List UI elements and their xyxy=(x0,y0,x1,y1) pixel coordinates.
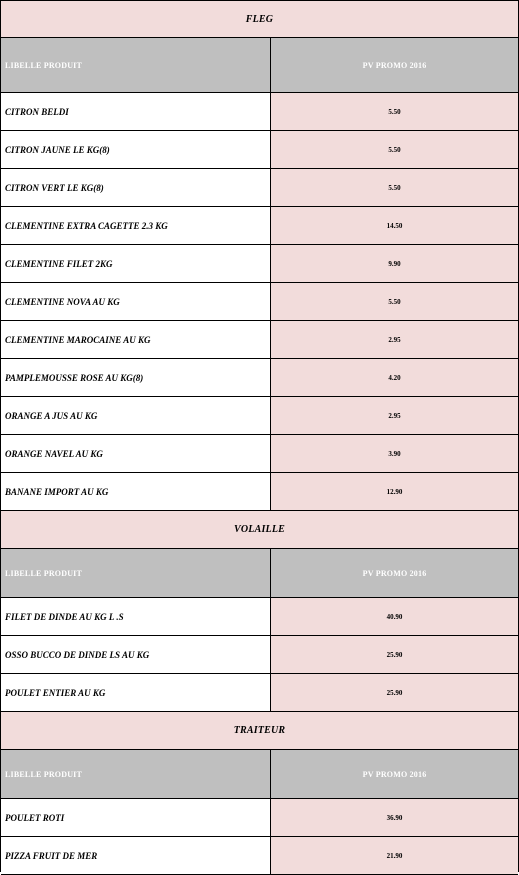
product-name: BANANE IMPORT AU KG xyxy=(1,473,271,510)
product-price: 2.95 xyxy=(271,397,518,434)
product-name: CLEMENTINE MAROCAINE AU KG xyxy=(1,321,271,358)
product-price: 25.90 xyxy=(271,674,518,711)
product-price: 5.50 xyxy=(271,131,518,168)
product-price: 9.90 xyxy=(271,245,518,282)
column-header-price: PV PROMO 2016 xyxy=(362,568,427,578)
product-name: CITRON JAUNE LE KG(8) xyxy=(1,131,271,168)
table-row xyxy=(1,473,518,511)
product-name: PAMPLEMOUSSE ROSE AU KG(8) xyxy=(1,359,271,396)
product-price: 12.90 xyxy=(271,473,518,510)
product-name: POULET ENTIER AU KG xyxy=(1,674,271,711)
product-name: CLEMENTINE FILET 2KG xyxy=(1,245,271,282)
table-row xyxy=(1,435,518,473)
table-row xyxy=(1,359,518,397)
table-row xyxy=(1,837,518,875)
column-header-product: LIBELLE PRODUIT xyxy=(1,549,271,597)
product-name: CLEMENTINE NOVA AU KG xyxy=(1,283,271,320)
product-price: 2.95 xyxy=(271,321,518,358)
table-row xyxy=(1,397,518,435)
column-header-row xyxy=(1,750,518,799)
table-row xyxy=(1,636,518,674)
section-title: VOLAILLE xyxy=(233,524,286,535)
product-price: 5.50 xyxy=(271,93,518,130)
table-row xyxy=(1,245,518,283)
table-row xyxy=(1,169,518,207)
table-row xyxy=(1,131,518,169)
table-row xyxy=(1,799,518,837)
column-header-price: PV PROMO 2016 xyxy=(362,769,427,779)
product-name: CITRON VERT LE KG(8) xyxy=(1,169,271,206)
product-price: 4.20 xyxy=(271,359,518,396)
section-title: FLEG xyxy=(245,13,274,25)
product-name: PIZZA FRUIT DE MER xyxy=(1,837,271,874)
column-header-product: LIBELLE PRODUIT xyxy=(1,38,271,92)
product-name: OSSO BUCCO DE DINDE LS AU KG xyxy=(1,636,271,673)
section-header-volaille xyxy=(1,511,518,549)
product-name: ORANGE A JUS AU KG xyxy=(1,397,271,434)
section-title: TRAITEUR xyxy=(233,725,286,736)
table-row xyxy=(1,93,518,131)
column-header-product: LIBELLE PRODUIT xyxy=(1,750,271,798)
column-header-price: PV PROMO 2016 xyxy=(362,60,427,70)
product-price: 21.90 xyxy=(271,837,518,874)
table-row xyxy=(1,283,518,321)
section-header-traiteur xyxy=(1,712,518,750)
table-row xyxy=(1,674,518,712)
product-price: 5.50 xyxy=(271,283,518,320)
product-name: CLEMENTINE EXTRA CAGETTE 2.3 KG xyxy=(1,207,271,244)
table-row xyxy=(1,598,518,636)
product-price: 14.50 xyxy=(271,207,518,244)
product-name: CITRON BELDI xyxy=(1,93,271,130)
product-name: POULET ROTI xyxy=(1,799,271,836)
product-price: 40.90 xyxy=(271,598,518,635)
column-header-row xyxy=(1,38,518,93)
column-header-row xyxy=(1,549,518,598)
section-header-fleg xyxy=(1,0,518,38)
product-name: FILET DE DINDE AU KG L .S xyxy=(1,598,271,635)
product-price: 25.90 xyxy=(271,636,518,673)
product-price: 5.50 xyxy=(271,169,518,206)
product-price: 3.90 xyxy=(271,435,518,472)
product-name: ORANGE NAVEL AU KG xyxy=(1,435,271,472)
table-row xyxy=(1,207,518,245)
product-price: 36.90 xyxy=(271,799,518,836)
table-row xyxy=(1,321,518,359)
